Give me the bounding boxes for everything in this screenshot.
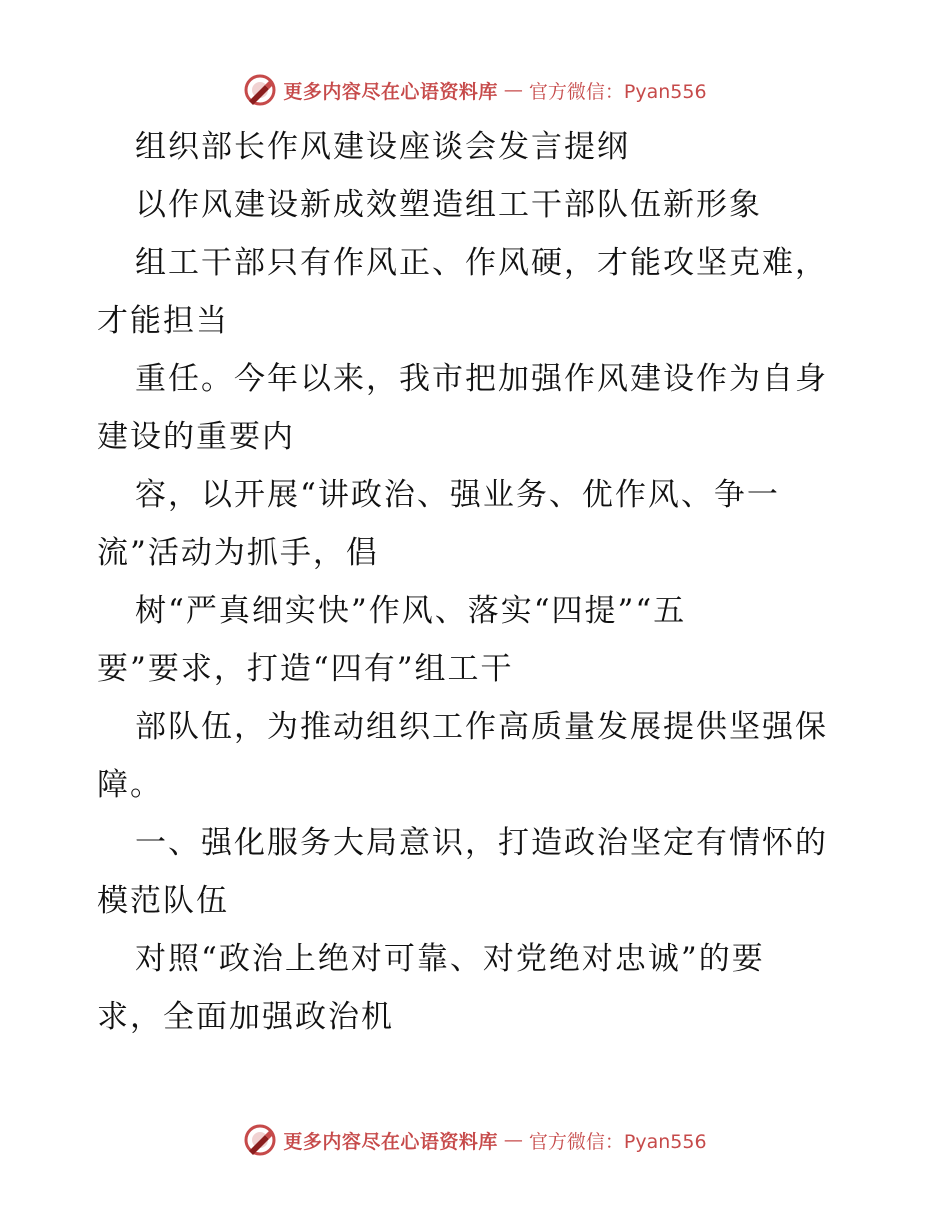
text-line: 求，全面加强政治机: [97, 999, 394, 1035]
text-line: 组织部长作风建设座谈会发言提纲: [135, 129, 630, 165]
text-line: 组工干部只有作风正、作风硬，才能攻坚克难，: [135, 245, 828, 281]
text-line: 重任。今年以来，我市把加强作风建设作为自身: [135, 361, 828, 397]
watermark-separator: —: [503, 79, 523, 101]
text-line: 才能担当: [97, 303, 229, 339]
text-line: 对照“政治上绝对可靠、对党绝对忠诚”的要: [135, 941, 765, 977]
watermark-text: 更多内容尽在心语资料库: [283, 1130, 498, 1153]
document-body: [97, 118, 857, 1046]
text-line: 要”要求，打造“四有”组工干: [97, 651, 514, 687]
watermark-account: 官方微信：Pyan556: [528, 1130, 707, 1153]
text-line: 模范队伍: [97, 883, 229, 919]
watermark-separator: —: [503, 1129, 523, 1151]
pen-logo-icon: [243, 1123, 277, 1157]
text-line: 容，以开展“讲政治、强业务、优作风、争一: [135, 477, 780, 513]
footer-watermark: [0, 1120, 950, 1160]
watermark-text: 更多内容尽在心语资料库: [283, 80, 498, 103]
text-line: 部队伍，为推动组织工作高质量发展提供坚强保: [135, 709, 828, 745]
header-watermark: [0, 70, 950, 110]
text-line: 一、强化服务大局意识，打造政治坚定有情怀的: [135, 825, 828, 861]
text-line: 障。: [97, 767, 163, 803]
text-line: 树“严真细实快”作风、落实“四提”“五: [135, 593, 687, 629]
text-line: 以作风建设新成效塑造组工干部队伍新形象: [135, 187, 762, 223]
text-line: 流”活动为抓手，倡: [97, 535, 379, 571]
watermark-account: 官方微信：Pyan556: [528, 80, 707, 103]
text-line: 建设的重要内: [97, 419, 295, 455]
pen-logo-icon: [243, 73, 277, 107]
